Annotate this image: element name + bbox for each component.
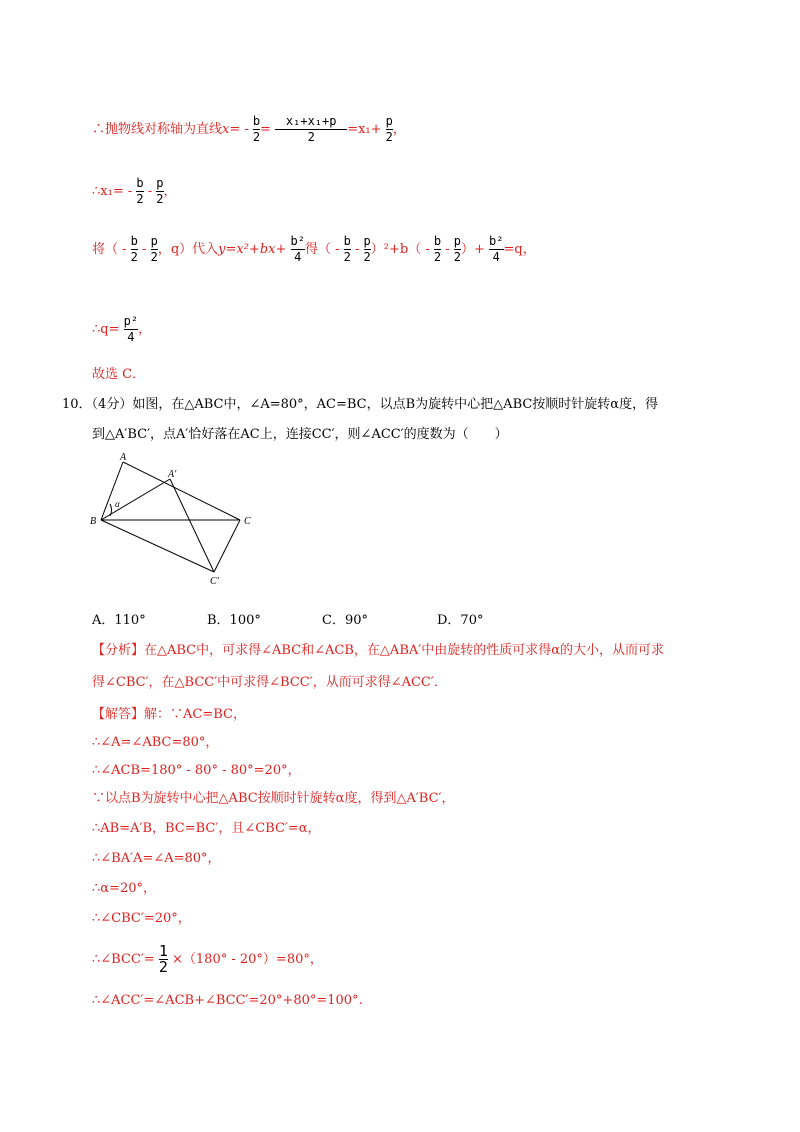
solution-line1: 【解答】解：∵AC=BC， (92, 707, 246, 722)
text: ∴x₁= - (92, 184, 133, 199)
num: b² (290, 234, 305, 248)
fraction (131, 234, 138, 265)
num: b² (489, 234, 504, 248)
fraction (434, 234, 441, 265)
fraction (291, 234, 305, 265)
choice-c[interactable]: C．90° (322, 613, 368, 628)
text: ×（180° - 20°）=80°， (172, 952, 323, 967)
sol9-line4 (92, 314, 151, 345)
text: 将（ - (92, 242, 127, 257)
label-C: C (244, 516, 251, 527)
den: 2 (433, 250, 442, 264)
text: ）+ (461, 242, 485, 257)
fraction (489, 234, 503, 265)
den: 2 (307, 130, 315, 144)
num: p (156, 176, 164, 190)
label-C-prime: C′ (210, 576, 219, 587)
choice-d[interactable]: D．70° (437, 613, 484, 628)
solution-line6: ∴∠BA′A=∠A=80°， (92, 851, 221, 866)
fraction (151, 234, 158, 265)
fraction-p-2 (386, 114, 393, 145)
solution-line8: ∴∠CBC′=20°， (92, 911, 191, 926)
den: 2 (156, 192, 164, 206)
solution-line2: ∴∠A=∠ABC=80°， (92, 735, 219, 750)
text: ∴∠BCC′= (92, 952, 155, 967)
line-BC-prime (101, 520, 214, 572)
geometry-figure (88, 450, 258, 590)
num: p (363, 234, 371, 248)
num: x₁+x₁+p (285, 114, 337, 128)
num: p² (123, 314, 139, 328)
sol9-conclusion: 故选 C． (92, 367, 146, 382)
num: b (343, 234, 351, 248)
label-A: A (120, 452, 127, 463)
solution-line5: ∴AB=A′B，BC=BC′，且∠CBC′=α， (92, 821, 321, 836)
den: 2 (130, 250, 138, 264)
fraction (124, 314, 138, 345)
num: 1 (158, 942, 168, 960)
den: 2 (150, 250, 158, 264)
den: 4 (294, 250, 302, 264)
num: b (136, 176, 144, 190)
text: =q， (503, 242, 536, 257)
text: ，q）代入 (157, 242, 219, 257)
text: y=x²+bx+ (218, 242, 287, 257)
num: b (252, 114, 261, 128)
fraction (156, 176, 163, 207)
fraction-b-2 (253, 114, 260, 145)
text: - (143, 184, 157, 199)
analysis-line1: 【分析】在△ABC中，可求得∠ABC和∠ACB，在△ABA′中由旋转的性质可求得α的大小，从而可求 (92, 643, 664, 658)
line-CC-prime (214, 520, 240, 572)
text: ， (392, 122, 406, 137)
num: p (150, 234, 158, 248)
q10-choices (92, 612, 552, 630)
num: p (385, 114, 393, 128)
solution-line4: ∵以点B为旋转中心把△ABC按顺时针旋转α度，得到△A′BC′， (92, 791, 455, 806)
den: 4 (492, 250, 500, 264)
text: = - (229, 122, 249, 137)
fraction (136, 176, 143, 207)
label-alpha: α (115, 499, 120, 509)
den: 2 (136, 192, 144, 206)
choice-a[interactable]: A．110° (92, 613, 146, 628)
line-A-prime-C-prime (170, 479, 214, 572)
text: =x₁+ (347, 122, 382, 137)
q10-stem-line2: 到△A′BC′，点A′恰好落在AC上，连接CC′，则∠ACC′的度数为（ ） (92, 427, 508, 442)
num: b (433, 234, 442, 248)
den: 4 (127, 330, 135, 344)
text: ∴q= (92, 322, 120, 337)
den: 2 (453, 250, 461, 264)
sol9-line2 (92, 176, 177, 207)
den: 2 (252, 130, 261, 144)
choice-b[interactable]: B．100° (207, 613, 261, 628)
q10-stem-line1 (62, 396, 658, 414)
num: p (453, 234, 461, 248)
question-number: 10． (62, 397, 92, 412)
solution-line7: ∴α=20°， (92, 881, 156, 896)
num: b (130, 234, 138, 248)
den: 2 (363, 250, 371, 264)
line-AC (123, 462, 240, 520)
fraction (344, 234, 351, 265)
line-AB (101, 462, 123, 520)
den: 2 (385, 130, 393, 144)
den: 2 (158, 958, 168, 976)
text: （4分）如图，在△ABC中，∠A=80°，AC=BC，以点B为旋转中心把△ABC按顺时针旋转α度，得 (91, 397, 659, 412)
text: ， (138, 322, 152, 337)
text: ）²+b（ - (370, 242, 430, 257)
den: 2 (343, 250, 351, 264)
fraction (454, 234, 461, 265)
fraction-big (275, 114, 347, 145)
sol9-line1: ∴抛物线对称轴为直线x= - $\frac{b}{2}$ = $\frac{\text{x₁+x₁+p}}{2}$ =x₁+ $\frac{p}{2}$ ， (92, 114, 406, 144)
text: ∴抛物线对称轴为直线 (92, 122, 223, 137)
text: 得（ - (304, 242, 340, 257)
text: ， (163, 184, 177, 199)
fraction (364, 234, 371, 265)
solution-line3: ∴∠ACB=180° - 80° - 80°=20°， (92, 763, 301, 778)
analysis-line2: 得∠CBC′，在△BCC′中可求得∠BCC′，从而可求得∠ACC′． (92, 675, 447, 690)
sol9-line3: 将（ - $\frac{b}{2}$ - $\frac{p}{2}$ ，q）代入y=x²+bx+ $\frac{\text{b²}}{4}$ 得（ - $\frac{b}{2}$ - $\frac{p}{2}$ ）²+b（ - $\frac{b}{2}$ - $\frac{p}{2}$ ）+ $\frac{\text{b²}}{4}$ =q， (92, 234, 536, 264)
label-A-prime: A′ (168, 469, 177, 480)
text: = (260, 122, 272, 137)
solution-line9 (92, 944, 323, 975)
fraction-half (159, 944, 168, 975)
label-B: B (90, 516, 97, 527)
solution-line10: ∴∠ACC′=∠ACB+∠BCC′=20°+80°=100°. (92, 993, 363, 1008)
